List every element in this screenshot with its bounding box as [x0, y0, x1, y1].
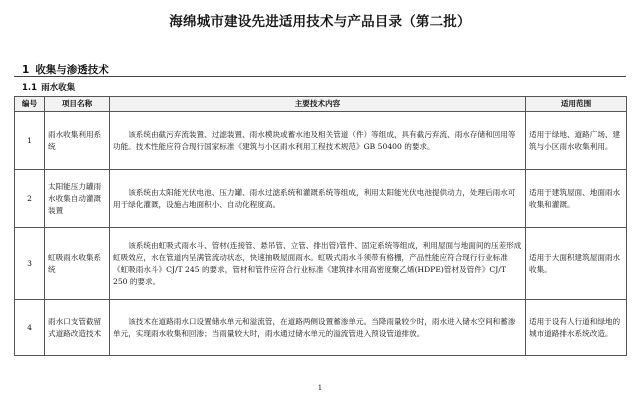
- header-scope: 适用范围: [526, 97, 627, 112]
- row-number: 2: [15, 170, 45, 228]
- table-row: [15, 112, 627, 170]
- header-number: 编号: [15, 97, 45, 112]
- row-number: 1: [15, 112, 45, 170]
- document-title: 海绵城市建设先进适用技术与产品目录（第二批）: [169, 14, 471, 30]
- subsection-heading: [22, 81, 75, 93]
- section-heading: [22, 62, 109, 77]
- row-number: 4: [15, 300, 45, 356]
- project-name: 虹吸雨水收集系统: [45, 228, 110, 300]
- section-number: 1: [22, 64, 30, 76]
- application-scope: 适用于绿地、道路广场、建筑与小区雨水收集利用。: [526, 112, 627, 170]
- application-scope: 适用于设有人行道和绿地的城市道路排水系统改造。: [526, 300, 627, 356]
- table-row: [15, 228, 627, 300]
- technical-content: 该系统由虹吸式雨水斗、管材(连接管、悬吊管、立管、排出管)管件、固定系统等组成，利用屋面与地面间的压差形成虹吸效应，水在管道内呈满管流动状态，快速抽吸屋面雨水。虹吸式雨水斗须带有格栅，产品性能应符合现行行业标准《虹吸雨水斗》CJ/T 245 的要求，管材和管件应符合行业标准《建筑排水用高密度聚乙烯(HDPE)管材及管件》CJ/T 250 的要求。: [110, 228, 526, 300]
- header-project-name: 项目名称: [45, 97, 110, 112]
- technical-content: 该系统由太阳能光伏电池、压力罐、雨水过滤系统和灌溉系统等组成，利用太阳能光伏电池提供动力，处理后雨水可用于绿化灌溉，设施占地面积小、自动化程度高。: [110, 170, 526, 228]
- technology-table: [14, 96, 627, 356]
- subsection-title: 雨水收集: [41, 83, 76, 93]
- table-row: [15, 170, 627, 228]
- header-technical-content: 主要技术内容: [110, 97, 526, 112]
- project-name: 太阳能压力罐雨水收集自动灌溉装置: [45, 170, 110, 228]
- application-scope: 适用于建筑屋面、地面雨水收集和灌溉。: [526, 170, 627, 228]
- page-number: 1: [317, 384, 323, 392]
- table-header-row: [15, 97, 627, 112]
- table-row: [15, 300, 627, 356]
- row-number: 3: [15, 228, 45, 300]
- section-title: 收集与渗透技术: [35, 64, 109, 76]
- technical-content: 该系统由截污弃流装置、过滤装置、雨水模块或蓄水池及相关管道（件）等组成，具有截污弃流、雨水存储和回用等功能。技术性能应符合现行国家标准《建筑与小区雨水利用工程技术规范》GB 50400 的要求。: [110, 112, 526, 170]
- section-rule: [14, 76, 626, 77]
- technical-content: 该技术在道路雨水口设置储水单元和溢流管，在道路两侧设置蓄渗单元。当降雨量较少时，雨水进入储水空间和蓄渗单元，实现雨水收集和回渗；当雨量较大时，雨水通过储水单元的溢流管进入预设管道排放。: [110, 300, 526, 356]
- application-scope: 适用于大面积建筑屋面雨水收集。: [526, 228, 627, 300]
- project-name: 雨水收集利用系统: [45, 112, 110, 170]
- project-name: 雨水口支管截留式道路改造技术: [45, 300, 110, 356]
- subsection-number: 1.1: [22, 83, 38, 93]
